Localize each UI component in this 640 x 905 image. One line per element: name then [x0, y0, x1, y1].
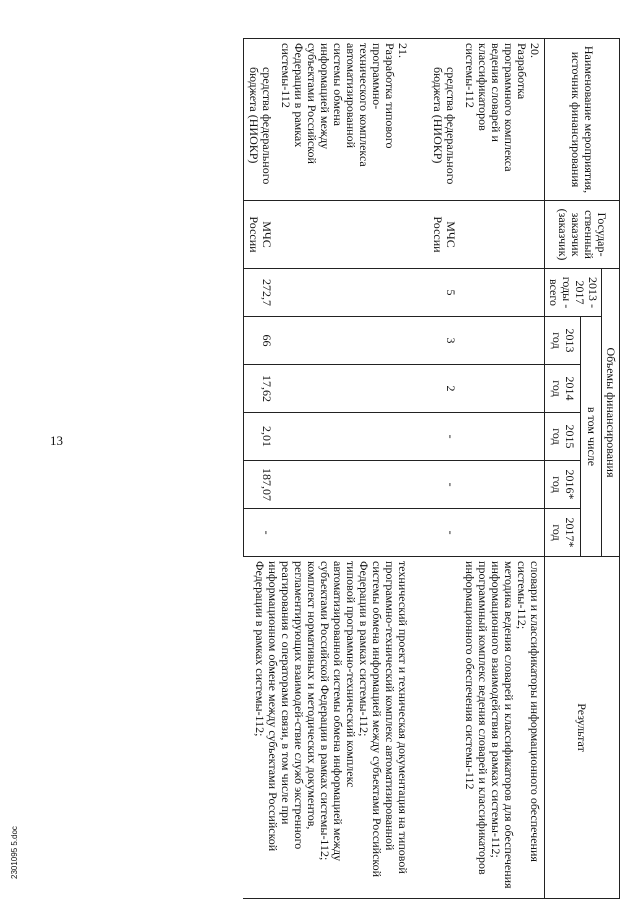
- y2015-cell: -: [428, 413, 460, 461]
- table-row: [276, 39, 412, 899]
- total-cell: 5: [428, 269, 460, 317]
- funding-table: [243, 38, 620, 899]
- y2016-cell: -: [428, 461, 460, 509]
- customer-cell: МЧС России: [428, 201, 460, 269]
- result-item: типовой программно-технический комплекс автоматизированной системы обмена информацией между субъектами Российской Федерации в рамках системы-112;: [318, 561, 358, 862]
- row-number: 21.: [396, 43, 410, 58]
- header-name: Наименование мероприятия, источник финансирования: [545, 39, 620, 201]
- table-row: [460, 39, 545, 899]
- funding-source: средства федерального бюджета (НИОКР): [244, 39, 277, 201]
- result-item: словари и классификаторы информационного обеспечения системы-112;: [515, 561, 542, 862]
- y2015-cell: 2,01: [244, 413, 277, 461]
- y2014-cell: 17,62: [244, 365, 277, 413]
- header-2014: 2014 год: [545, 365, 581, 413]
- row-title: Разработка программного комплекса ведения словарей и классификаторов системы-112: [463, 43, 529, 172]
- header-2013: 2013 год: [545, 317, 581, 365]
- header-funding: Объемы финансирования: [602, 269, 620, 557]
- header-2016: 2016* год: [545, 461, 581, 509]
- header-2015: 2015 год: [545, 413, 581, 461]
- total-cell: 272,7: [244, 269, 277, 317]
- document-id: 2301095 5.doc: [10, 826, 19, 879]
- header-2017: 2017* год: [545, 509, 581, 557]
- customer-cell: МЧС России: [244, 201, 277, 269]
- rotated-table-wrapper: [40, 38, 620, 898]
- row-title: Разработка типового программно-технического комплекса автоматизированной системы обмена информацией между субъектами Российской Федерации в рамках системы-112: [279, 43, 397, 167]
- header-customer: Государ-ственный заказчик (заказчик): [545, 201, 620, 269]
- row-result: [244, 557, 413, 899]
- row-name-cell: [460, 39, 545, 201]
- y2013-cell: 66: [244, 317, 277, 365]
- y2017-cell: -: [428, 509, 460, 557]
- y2014-cell: 2: [428, 365, 460, 413]
- result-item: методика ведения словарей и классификаторов для обеспечения информационного взаимодействия в рамках системы-112;: [489, 561, 516, 889]
- header-total: 2013 - 2017 годы - всего: [545, 269, 602, 317]
- row-result: [428, 557, 545, 899]
- funding-source: средства федерального бюджета (НИОКР): [428, 39, 460, 201]
- row-number: 20.: [528, 43, 542, 58]
- page-number: 13: [50, 433, 63, 448]
- header-including: в том числе: [581, 317, 602, 557]
- row-name-cell: [276, 39, 412, 201]
- header-result: Результат: [545, 557, 620, 899]
- y2013-cell: 3: [428, 317, 460, 365]
- y2017-cell: -: [244, 509, 277, 557]
- result-item: программный комплекс ведения словарей и классификаторов информационного обеспечения системы-112: [463, 561, 490, 875]
- result-item: технический проект и техническая документация на типовой программно-технический комплекс автоматизированной системы обмена информацией между субъектами Российской Федерации в рамках системы-112;: [357, 561, 410, 878]
- y2016-cell: 187,07: [244, 461, 277, 509]
- result-item: комплект нормативных и методических документов, регламентирующих взаимодей-ствие служб экстренного реагирования с операторами связи, в том числе при информационном обмене между субъектами Российской Федерации в рамках системы-112;: [253, 561, 319, 852]
